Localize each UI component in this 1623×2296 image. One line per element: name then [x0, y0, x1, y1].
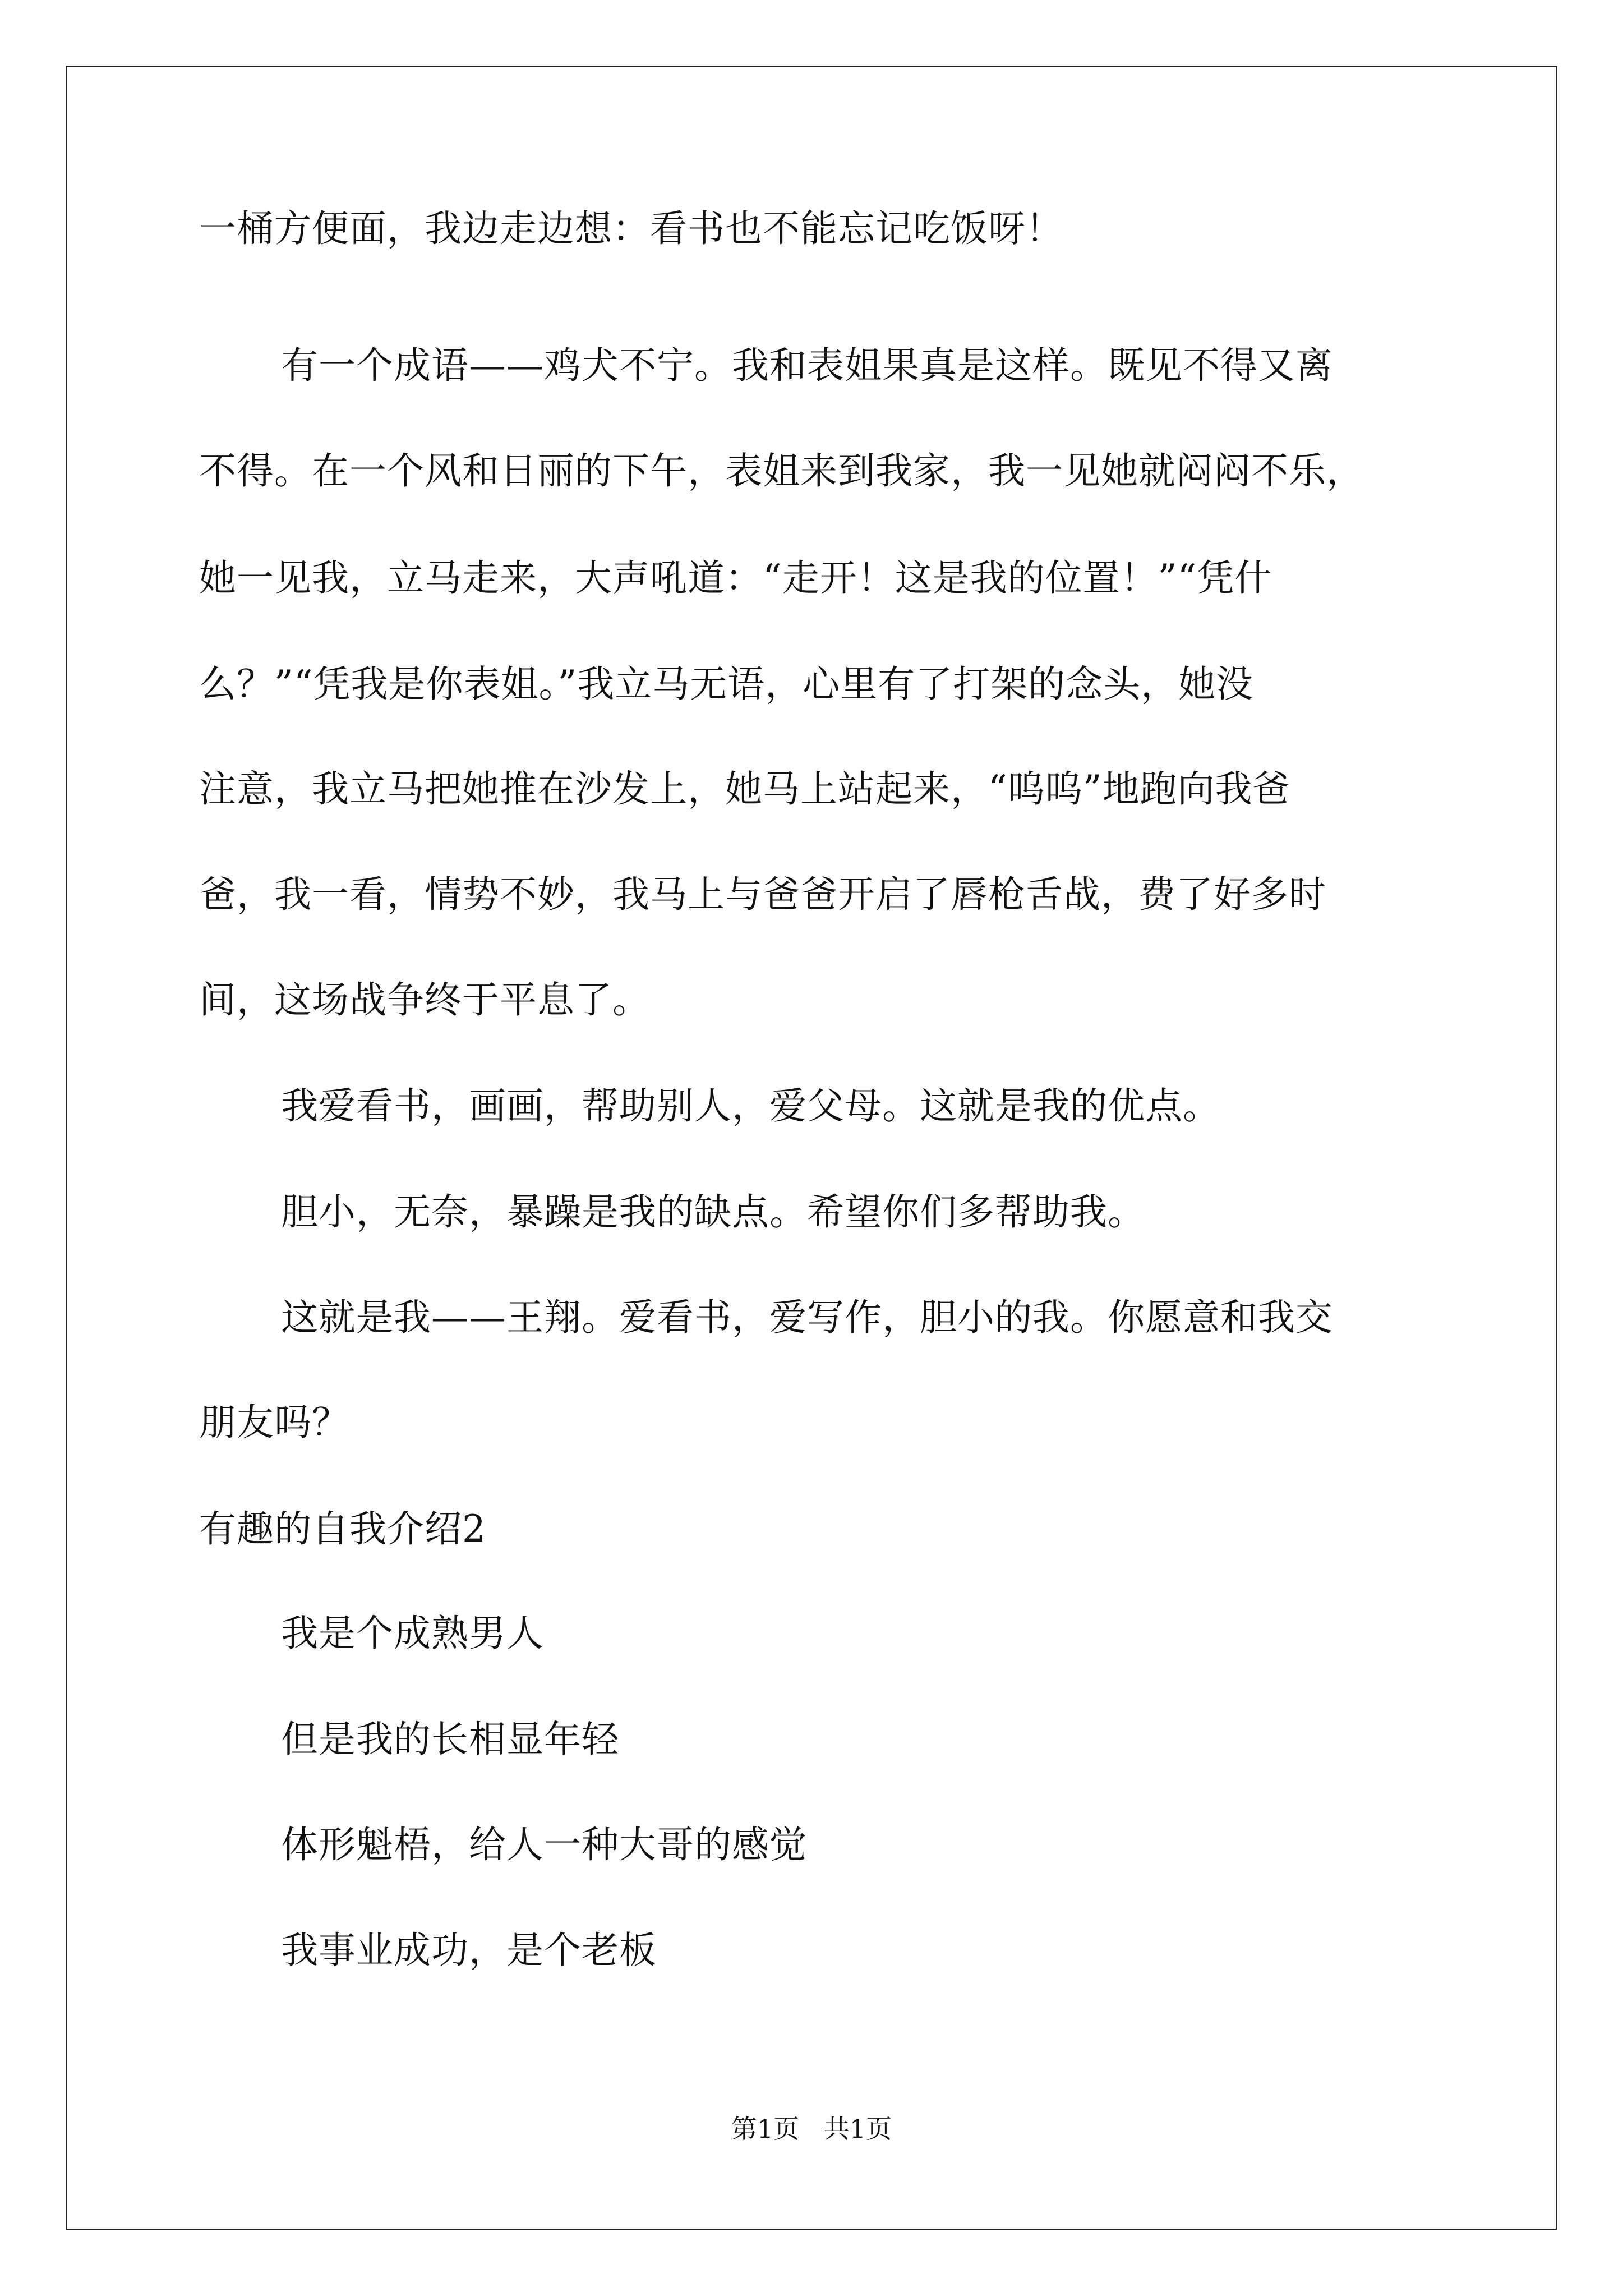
text-line: 胆小，无奈，暴躁是我的缺点。希望你们多帮助我。: [281, 1190, 1145, 1234]
text-line: 有一个成语——鸡犬不宁。我和表姐果真是这样。既见不得又离: [281, 344, 1333, 387]
text-line: 一桶方便面，我边走边想：看书也不能忘记吃饭呀！: [199, 207, 1063, 250]
text-line: 但是我的长相显年轻: [281, 1718, 619, 1761]
text-line: 我事业成功，是个老板: [281, 1929, 657, 1972]
text-line: 我爱看书，画画，帮助别人，爱父母。这就是我的优点。: [281, 1084, 1220, 1128]
text-line: 不得。在一个风和日丽的下午，表姐来到我家，我一见她就闷闷不乐，: [199, 449, 1364, 493]
text-line: 这就是我——王翔。爱看书，爱写作，胆小的我。你愿意和我交: [281, 1296, 1333, 1339]
text-line: 她一见我，立马走来，大声吼道：“走开！这是我的位置！”“凭什: [199, 556, 1272, 600]
text-line: 朋友吗？: [199, 1401, 349, 1444]
text-line: 间，这场战争终于平息了。: [199, 978, 650, 1022]
text-line: 么？”“凭我是你表姐。”我立马无语，心里有了打架的念头，她没: [199, 662, 1254, 706]
page-frame: [66, 66, 1557, 2230]
page-footer: 第1页 共1页: [731, 2114, 892, 2144]
section-heading: 有趣的自我介绍2: [199, 1507, 486, 1550]
text-line: 我是个成熟男人: [281, 1612, 544, 1655]
text-line: 注意，我立马把她推在沙发上，她马上站起来，“呜呜”地跑向我爸: [199, 767, 1290, 811]
text-line: 爸，我一看，情势不妙，我马上与爸爸开启了唇枪舌战，费了好多时: [199, 873, 1326, 916]
text-line: 体形魁梧，给人一种大哥的感觉: [281, 1823, 807, 1866]
